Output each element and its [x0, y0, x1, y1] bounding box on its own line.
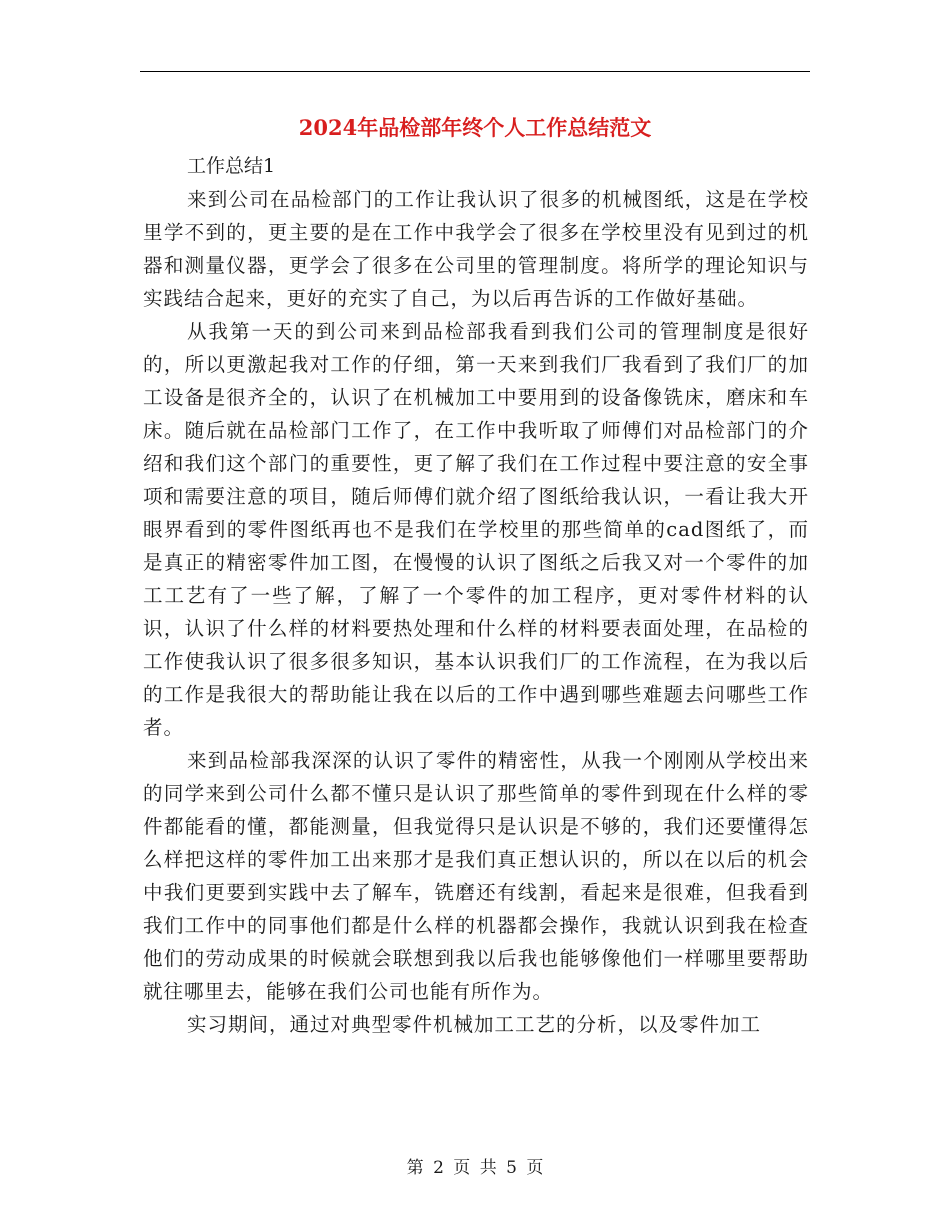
- page-number-footer: 第 2 页 共 5 页: [406, 1158, 544, 1178]
- paragraph-1: 来到公司在品检部门的工作让我认识了很多的机械图纸，这是在学校里学不到的，更主要的是在工作中我学会了很多在学校里没有见到过的机器和测量仪器，更学会了很多在公司里的管理制度。将所学的理论知识与实践结合起来，更好的充实了自己，为以后再告诉的工作做好基础。: [143, 188, 809, 310]
- paragraph-2: 从我第一天的到公司来到品检部我看到我们公司的管理制度是很好的，所以更激起我对工作的仔细，第一天来到我们厂我看到了我们厂的加工设备是很齐全的，认识了在机械加工中要用到的设备像铣床，磨床和车床。随后就在品检部门工作了，在工作中我听取了师傅们对品检部门的介绍和我们这个部门的重要性，更了解了我们在工作过程中要注意的安全事项和需要注意的项目，随后师傅们就介绍了图纸给我认识，一看让我大开眼界看到的零件图纸再也不是我们在学校里的那些简单的cad图纸了，而是真正的精密零件加工图，在慢慢的认识了图纸之后我又对一个零件的加工工艺有了一些了解，了解了一个零件的加工程序，更对零件材料的认识，认识了什么样的材料要热处理和什么样的材料要表面处理，在品检的工作使我认识了很多很多知识，基本认识我们厂的工作流程，在为我以后的工作是我很大的帮助能让我在以后的工作中遇到哪些难题去问哪些工作者。: [143, 320, 809, 739]
- paragraph-4: 实习期间，通过对典型零件机械加工工艺的分析，以及零件加工: [187, 1013, 762, 1036]
- paragraph-3: 来到品检部我深深的认识了零件的精密性，从我一个刚刚从学校出来的同学来到公司什么都不懂只是认识了那些简单的零件到现在什么样的零件都能看的懂，都能测量，但我觉得只是认识是不够的，我们还要懂得怎么样把这样的零件加工出来那才是我们真正想认识的，所以在以后的机会中我们更要到实践中去了解车，铣磨还有线割，看起来是很难，但我看到我们工作中的同事他们都是什么样的机器都会操作，我就认识到我在检查他们的劳动成果的时候就会联想到我以后我也能够像他们一样哪里要帮助就往哪里去，能够在我们公司也能有所作为。: [143, 749, 809, 1003]
- section-heading: 工作总结1: [187, 155, 276, 177]
- header-rule: [140, 71, 810, 72]
- document-title: 2024年品检部年终个人工作总结范文: [298, 115, 652, 140]
- document-body: [143, 150, 809, 1041]
